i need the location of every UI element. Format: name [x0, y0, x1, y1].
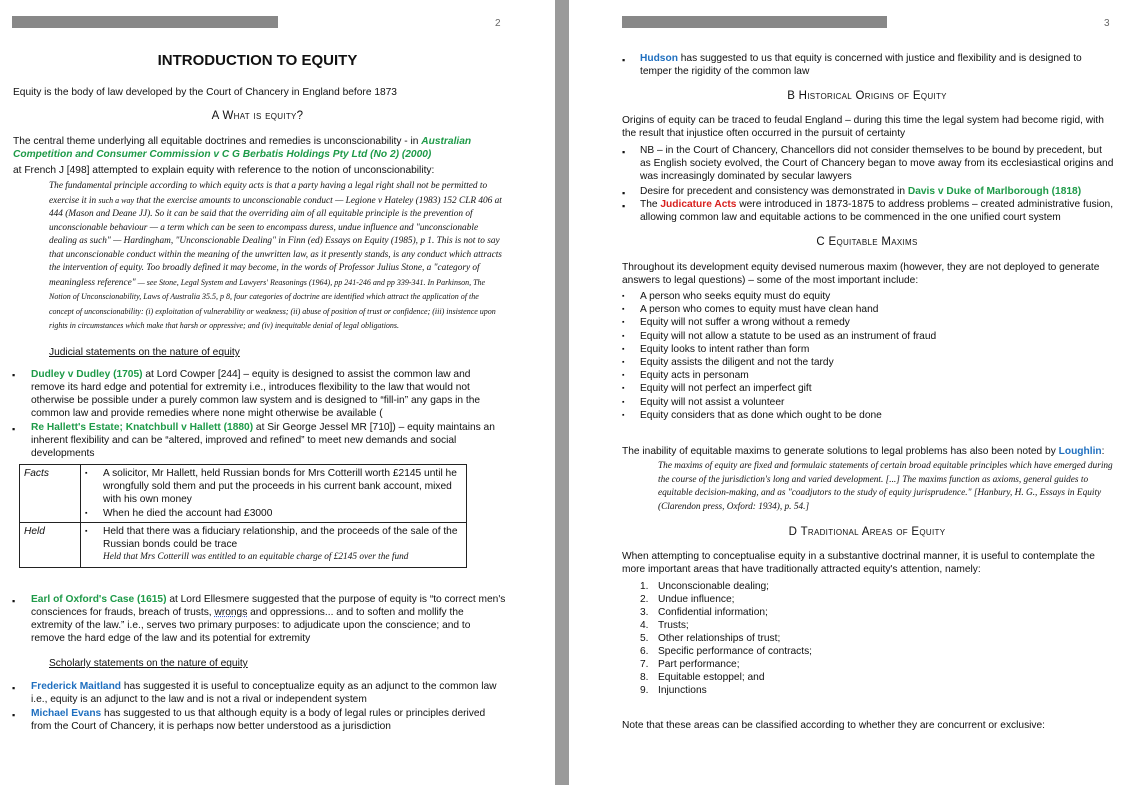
area-text: Confidential information; — [658, 607, 768, 618]
area-text: Trusts; — [658, 620, 689, 631]
facts-item: ▪ When he died the account had £3000 — [85, 507, 462, 520]
author-hudson[interactable]: Hudson — [640, 53, 678, 64]
header-redacted-bar — [622, 16, 887, 28]
maitland-paragraph — [31, 680, 506, 706]
area-item — [640, 606, 1100, 619]
maxim-item: ▪ Equity will not allow a statute to be used as an instrument of fraud — [622, 330, 1092, 343]
note-paragraph: Note that these areas can be classified according to whether they are concurrent or exclusive: — [622, 720, 1046, 731]
oxford-text-2: and oppressions... and to soften and mollify the extremity of the law.” i.e., serves two primary purposes: to adjudicate upon the conscience; and to remove the hard edge of the law and its potential for extremity — [31, 607, 471, 644]
facts-label: Facts — [20, 465, 81, 523]
area-text: Part performance; — [658, 659, 740, 670]
maxim-item: ▪ Equity will not suffer a wrong without a remedy — [622, 316, 1092, 329]
the-text: The — [640, 199, 661, 210]
maxim-item: ▪ Equity acts in personam — [622, 369, 1092, 382]
hudson-paragraph — [640, 52, 1115, 78]
bullet-icon: ▪ — [622, 188, 626, 198]
facts-held-table — [19, 464, 467, 568]
french-j-paragraph: at French J [498] attempted to explain equity with reference to the notion of unconscionability: — [13, 165, 435, 176]
judicature-acts-link[interactable]: Judicature Acts — [660, 199, 737, 210]
bullet-icon: ▪ — [12, 710, 16, 720]
quote-part-3: — see Stone, Legal System and Lawyers' Reasonings (1964), pp 241-246 and pp 339-341. In Parkinson, The Notion of Unconscionability, Laws of Australia 35.5, p 8, four categories of doctrine are identified which attract the application of the concept of unconscionability: (i) exploitation of vulnerability or weakness; (ii) abuse of position of trust or confidence; (iii) insistence upon rights in circumstances which make that harsh or oppressive; and (iv) inequitable denial of legal obligations. — [49, 277, 496, 330]
evans-paragraph — [31, 707, 506, 733]
hallett-text: at Sir George Jessel MR [710]) – equity maintains an inherent flexibility and can be “altered, improved and refined” to meet new demands and social developments — [31, 422, 495, 459]
area-item — [640, 632, 1100, 645]
oxford-paragraph — [31, 593, 506, 645]
bullet-icon: ▪ — [622, 201, 626, 211]
quote-french-j — [49, 180, 504, 334]
page-number: 2 — [495, 18, 501, 29]
evans-text: has suggested to us that although equity is a body of legal rules or principles derived from the Court of Chancery, it is perhaps now better understood as a jurisdiction — [31, 708, 486, 732]
page-title: INTRODUCTION TO EQUITY — [157, 52, 358, 69]
dudley-text: at Lord Cowper [244] – equity is designed to assist the common law and remove its hard edge and potential for extremity i.e., introduces flexibility to the law that would not otherwise be possible under a purely common law system and is designed to “fill-in” any gaps in the common law and provide remedies where none might otherwise be available ( — [31, 369, 481, 419]
judicial-statements-heading: Judicial statements on the nature of equity — [49, 347, 240, 358]
areas-list — [640, 580, 1100, 697]
area-number: 1. — [640, 581, 649, 592]
central-text: The central theme underlying all equitable doctrines and remedies is unconscionability - in — [13, 136, 422, 147]
maitland-text: has suggested it is useful to conceptualize equity as an adjunct to the common law i.e., equity is an adjunct to the law and is not a rival or independent system — [31, 681, 497, 705]
section-heading-d: D Traditional Areas of Equity — [788, 526, 946, 538]
maxim-item: ▪ A person who comes to equity must have clean hand — [622, 303, 1092, 316]
held-cell — [81, 522, 467, 567]
bullet-icon: ▪ — [12, 683, 16, 693]
case-link-accc[interactable]: Australian Competition and Consumer Commission v C G Berbatis Holdings Pty Ltd (No 2) (2000) — [13, 136, 472, 160]
loughlin-quote: The maxims of equity are fixed and formulaic statements of certain broad equitable principles which have emerged during the course of the jurisdiction's long and varied development. [...] The maxims function as axioms, general guides to equitable decision-making, and as "coadjutors to the study of equity jurisprudence." [Hanbury, H. G., Essays in Equity (Clarendon press, Oxford: 1934), p. 54.] — [658, 461, 1113, 512]
origins-paragraph: Origins of equity can be traced to feudal England – during this time the legal system had become rigid, with the result that injustice often occurred in the pursuit of certainty — [622, 115, 1104, 139]
area-text: Injunctions — [658, 685, 707, 696]
nb-paragraph: NB – in the Court of Chancery, Chancellors did not consider themselves to be bound by precedent, but as English society evolved, the Court of Chancery began to move away from its ecclesiastical origins and was increasingly dominated by secular lawyers — [640, 145, 1114, 182]
area-item — [640, 645, 1100, 658]
case-link-davis[interactable]: Davis v Duke of Marlborough (1818) — [907, 186, 1082, 197]
author-evans[interactable]: Michael Evans — [31, 708, 102, 719]
central-theme-paragraph — [13, 135, 503, 161]
facts-list — [85, 467, 462, 520]
case-link-hallett[interactable]: Re Hallett's Estate; Knatchbull v Hallett (1880) — [31, 422, 254, 433]
maxim-item: ▪ Equity will not assist a volunteer — [622, 396, 1092, 409]
facts-row — [20, 465, 467, 523]
area-item — [640, 658, 1100, 671]
held-label: Held — [20, 522, 81, 567]
dudley-paragraph — [31, 368, 506, 420]
area-number: 6. — [640, 646, 649, 657]
held-list — [85, 525, 462, 551]
maxims-list — [622, 290, 1092, 422]
spellcheck-word[interactable]: wrongs — [214, 607, 248, 618]
area-text: Specific performance of contracts; — [658, 646, 813, 657]
maxim-item: ▪ A person who seeks equity must do equity — [622, 290, 1092, 303]
held-quote: Held that Mrs Cotterill was entitled to an equitable charge of £2145 over the fund — [103, 552, 409, 563]
judicature-paragraph — [640, 198, 1115, 224]
held-row — [20, 522, 467, 567]
quote-part-1: The fundamental principle according to which equity acts is that a party having a legal right shall not be permitted to exercise it in — [49, 181, 488, 206]
hudson-text: has suggested to us that equity is concerned with justice and flexibility and is designed to temper the rigidity of the common law — [640, 53, 1082, 77]
area-number: 3. — [640, 607, 649, 618]
desire-text: Desire for precedent and consistency was demonstrated in — [640, 186, 908, 197]
maxim-item: ▪ Equity will not perfect an imperfect gift — [622, 382, 1092, 395]
hallett-paragraph — [31, 421, 501, 460]
header-redacted-bar — [12, 16, 278, 28]
bullet-icon: ▪ — [12, 370, 16, 380]
maxim-item: ▪ Equity looks to intent rather than form — [622, 343, 1092, 356]
facts-item: ▪ A solicitor, Mr Hallett, held Russian bonds for Mrs Cotterill worth £2145 until he wrongfully sold them and put the proceeds in his current bank account, mixed with his own money — [85, 467, 462, 507]
area-text: Other relationships of trust; — [658, 633, 781, 644]
desire-paragraph — [640, 185, 1115, 198]
maxims-intro: Throughout its development equity devised numerous maxim (however, they are not deployed to generate answers to legal questions) – some of the most important include: — [622, 262, 1100, 286]
area-text: Equitable estoppel; and — [658, 672, 765, 683]
area-text: Undue influence; — [658, 594, 735, 605]
bullet-icon: ▪ — [12, 596, 16, 606]
held-item: ▪ Held that there was a fiduciary relationship, and the proceeds of the sale of the Russian bonds could be trace — [85, 525, 462, 551]
intro-paragraph: Equity is the body of law developed by the Court of Chancery in England before 1873 — [13, 87, 397, 98]
oxford-text-1: at Lord Ellesmere suggested that the purpose of equity is “to correct men's consciences for frauds, breach of trusts, — [31, 594, 506, 618]
area-number: 7. — [640, 659, 649, 670]
area-item — [640, 671, 1100, 684]
area-text: Unconscionable dealing; — [658, 581, 770, 592]
page-number: 3 — [1104, 18, 1110, 29]
bullet-icon: ▪ — [12, 424, 16, 434]
inability-text: The inability of equitable maxims to generate solutions to legal problems has also been noted by — [622, 446, 1059, 457]
area-number: 4. — [640, 620, 649, 631]
author-loughlin[interactable]: Loughlin — [1058, 446, 1102, 457]
area-number: 8. — [640, 672, 649, 683]
judicature-text: were introduced in 1873-1875 to address problems – created administrative fusion, allowing common law and equitable actions to be commenced in the one unified court system — [640, 199, 1114, 223]
document-page-2 — [0, 0, 555, 785]
quote-part-small: such a way — [98, 195, 135, 205]
area-number: 2. — [640, 594, 649, 605]
case-link-dudley[interactable]: Dudley v Dudley (1705) — [31, 369, 143, 380]
scholarly-statements-heading: Scholarly statements on the nature of equity — [49, 658, 248, 669]
area-number: 9. — [640, 685, 649, 696]
inability-paragraph — [622, 445, 1117, 458]
area-item — [640, 593, 1100, 606]
quote-part-2: that the exercise amounts to unconscionable conduct — Legione v Hateley (1983) 152 CLR 406 at 444 (Mason and Deane JJ). So it can be said that the overriding aim of all equitable principle is the prevention of unconscionable behaviour — a term which can be seen to encompass duress, undue influence and "unconscionable dealing as such" — Hardingham, "Unconscionable Dealing" in Finn (ed) Essays on Equity (1985), p 1. This is not to say that unconscionable conduct within the meaning of the unwritten law, as it presently stands, is any conduct which attracts the intervention of equity. Too broadly defined it may become, in the words of Professor Julius Stone, a "category of meaningless reference" — [49, 195, 502, 288]
author-maitland[interactable]: Frederick Maitland — [31, 681, 122, 692]
area-item — [640, 684, 1100, 697]
maxim-item: ▪ Equity assists the diligent and not the tardy — [622, 356, 1092, 369]
bullet-icon: ▪ — [622, 147, 626, 157]
areas-intro: When attempting to conceptualise equity in a substantive doctrinal manner, it is useful to contemplate the more important areas that have traditionally attracted equity's attention, namely: — [622, 551, 1095, 575]
section-heading-c: C Equitable Maxims — [816, 236, 918, 248]
section-heading-a: A What is equity? — [211, 110, 304, 122]
maxim-item: ▪ Equity considers that as done which ought to be done — [622, 409, 1092, 422]
case-link-oxford[interactable]: Earl of Oxford's Case (1615) — [31, 594, 167, 605]
document-page-3 — [569, 0, 1140, 785]
area-item — [640, 619, 1100, 632]
bullet-icon: ▪ — [622, 55, 626, 65]
colon-text: : — [1101, 446, 1105, 457]
facts-cell — [81, 465, 467, 523]
area-number: 5. — [640, 633, 649, 644]
area-item — [640, 580, 1100, 593]
section-heading-b: B Historical Origins of Equity — [787, 90, 947, 102]
